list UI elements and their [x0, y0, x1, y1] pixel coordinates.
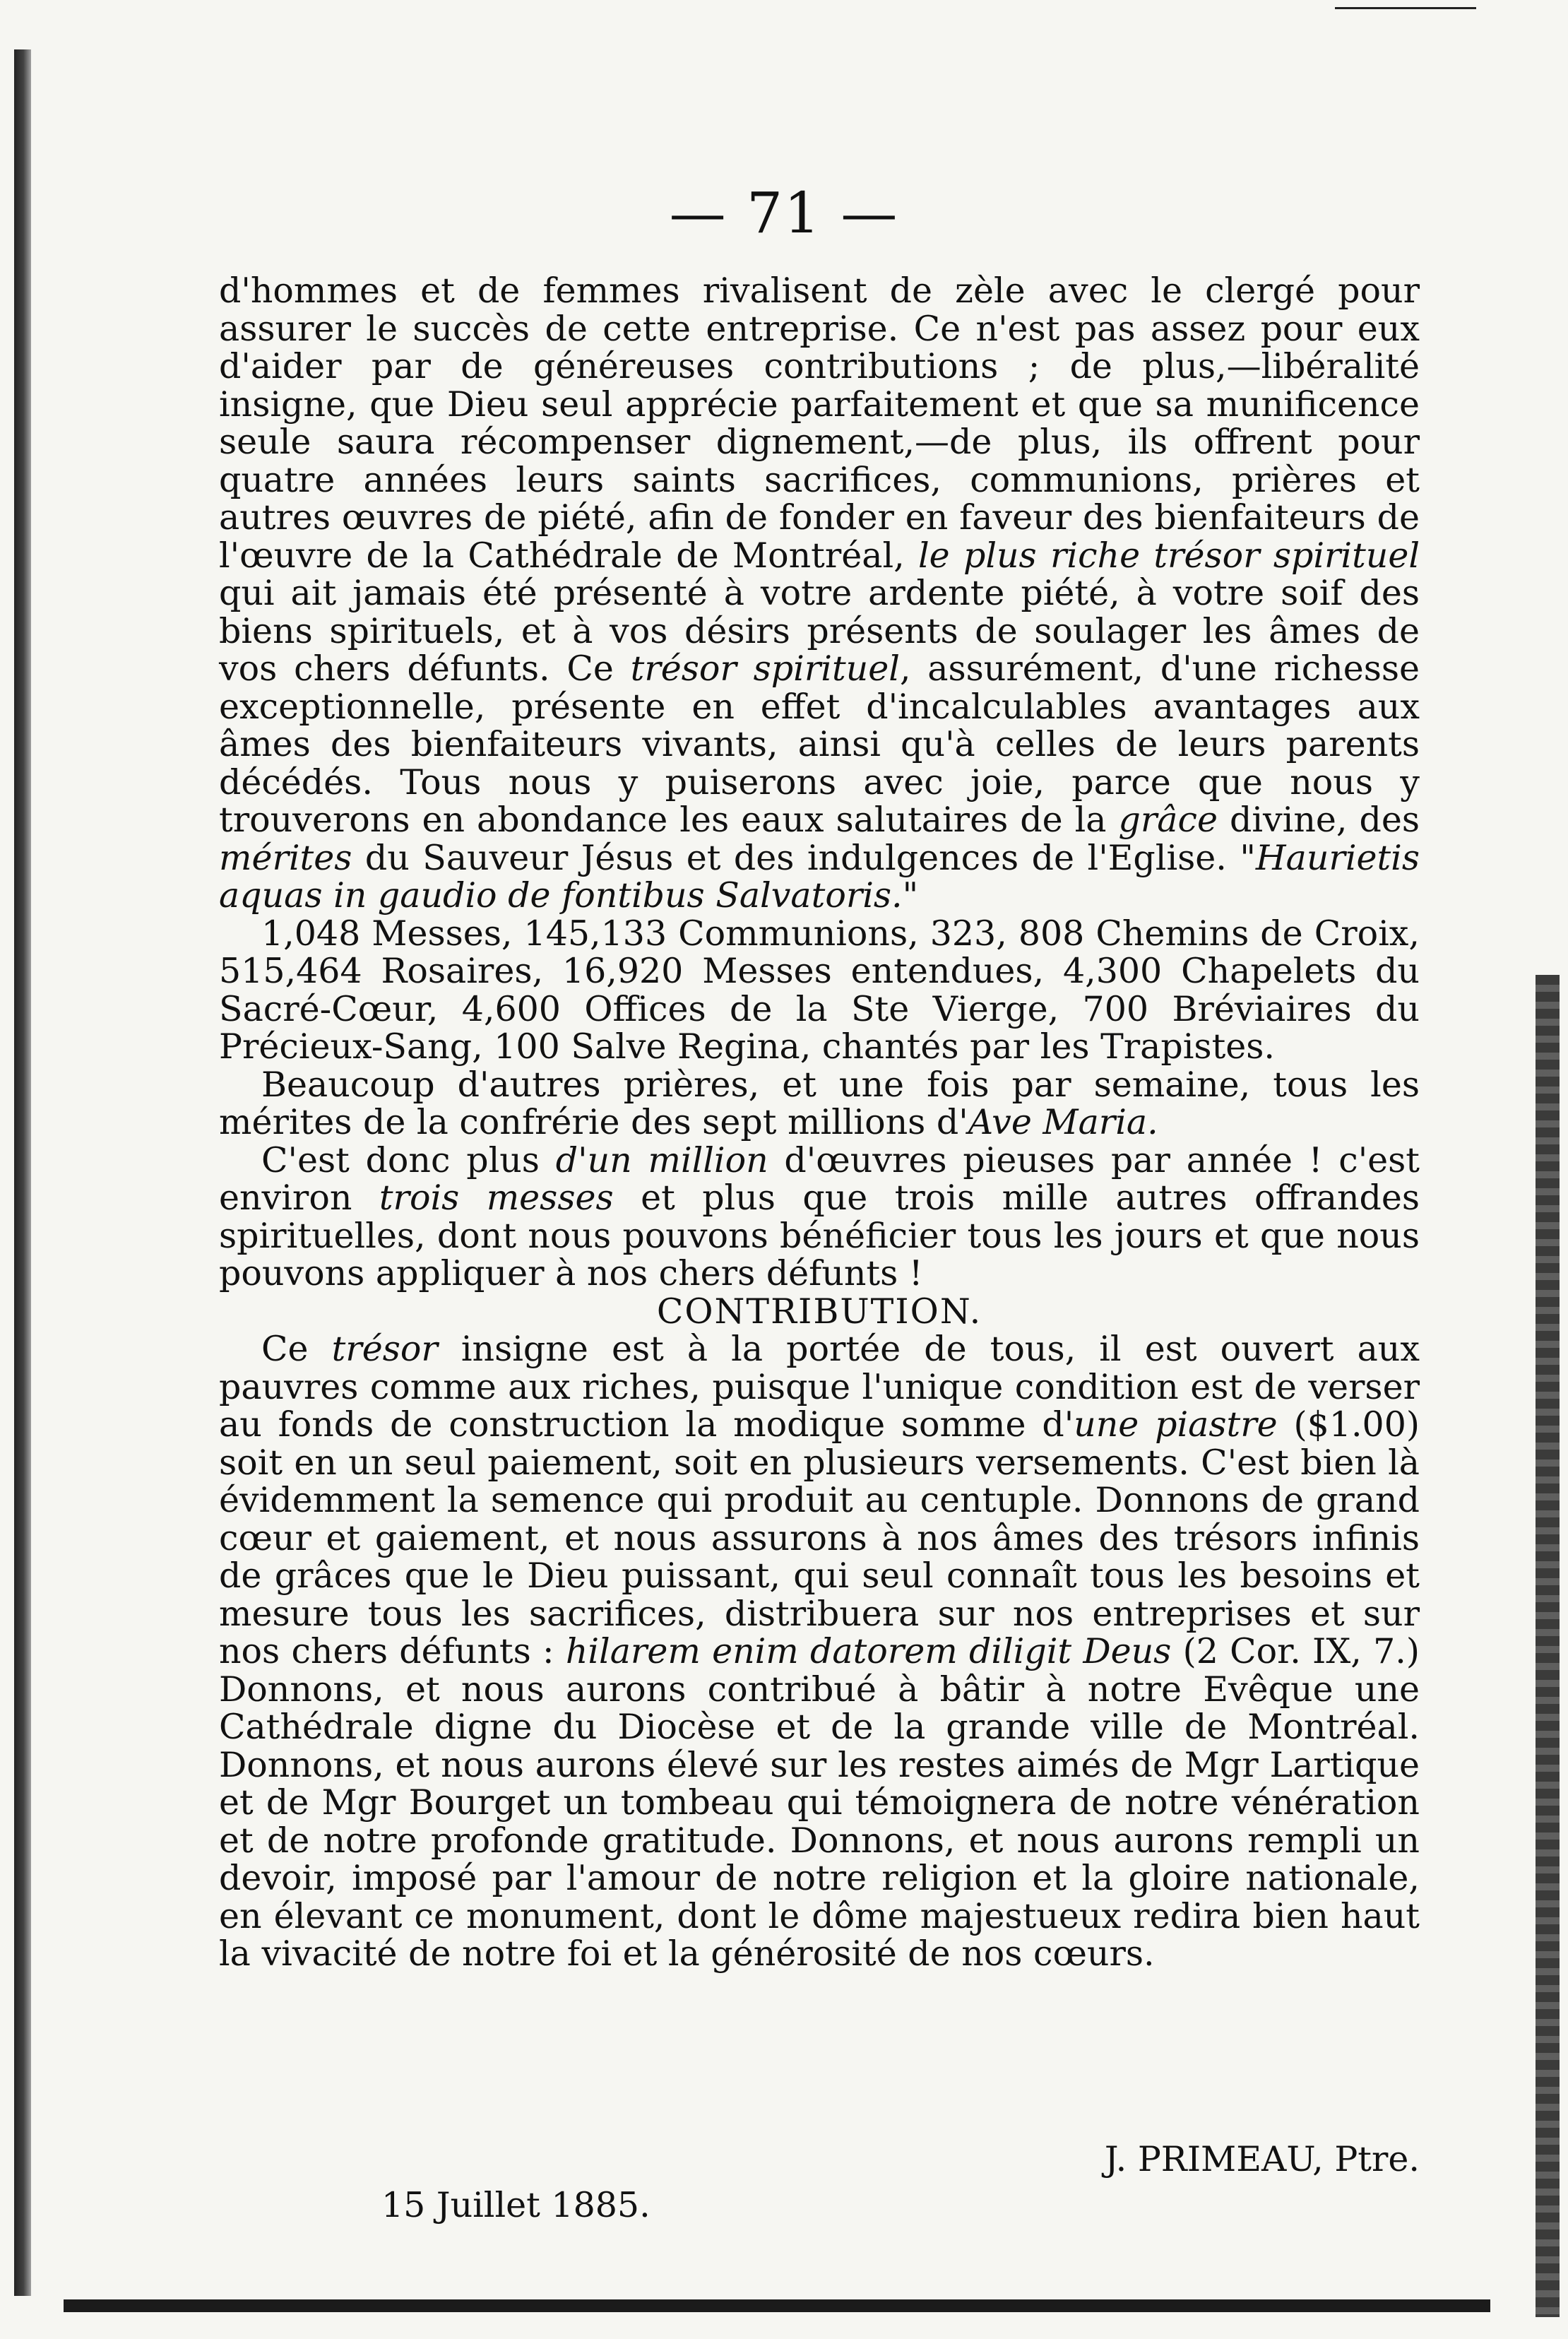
paragraph-contribution: Ce trésor insigne est à la portée de tous, il est ouvert aux pauvres comme aux riches, puisque l'unique condition est de verser au fonds de construction la modique somme d'une piastre ($1.00) soit en un seul paiement, soit en plusieurs versements. C'est bien là évidemment la semence qui produit au centuple. Donnons de grand cœur et gaiement, et nous assurons à nos âmes des trésors infinis de grâces que le Dieu puissant, qui seul connaît tous les besoins et mesure tous les sacrifices, distribuera sur nos entreprises et sur nos chers défunts : hilarem enim datorem diligit Deus (2 Cor. IX, 7.) Donnons, et nous aurons contribué à bâtir à notre Evêque une Cathédrale digne du Diocèse et de la grande ville de Montréal. Donnons, et nous aurons élevé sur les restes aimés de Mgr Lartique et de Mgr Bourget un tombeau qui témoignera de notre vénération et de notre profonde gratitude. Donnons, et nous aurons rempli un devoir, imposé par l'amour de notre religion et la gloire nationale, en élevant ce monument, dont le dôme majestueux redira bien haut la vivacité de notre foi et la générosité de nos cœurs. — [219, 1329, 1420, 1974]
paragraph-intro: d'hommes et de femmes rivalisent de zèle avec le clergé pour assurer le succès de cette entreprise. Ce n'est pas assez pour eux d'aider par de généreuses contributions ; de plus,—libéralité insigne, que Dieu seul apprécie parfaitement et que sa munificence seule saura récompenser dignement,—de plus, ils offrent pour quatre années leurs saints sacrifices, communions, prières et autres œuvres de piété, afin de fonder en faveur des bienfaiteurs de l'œuvre de la Cathédrale de Montréal, le plus riche trésor spirituel qui ait jamais été présenté à votre ardente piété, à votre soif des biens spirituels, et à vos désirs présents de soulager les âmes de vos chers défunts. Ce trésor spirituel, assurément, d'une richesse exceptionnelle, présente en effet d'incalculables avantages aux âmes des bienfaiteurs vivants, ainsi qu'à celles de leurs parents décédés. Tous nous y puiserons avec joie, parce que nous y trouverons en abondance les eaux salutaires de la grâce divine, des mérites du Sauveur Jésus et des indulgences de l'Eglise. "Haurietis aquas in gaudio de fontibus Salvatoris." — [219, 271, 1420, 916]
scan-top-mark — [1335, 7, 1476, 9]
date: 15 Juillet 1885. — [381, 2185, 651, 2225]
signature: J. PRIMEAU, Ptre. — [1104, 2139, 1420, 2179]
paragraph-million: C'est donc plus d'un million d'œuvres pieuses par année ! c'est environ trois messes et plus que trois mille autres offrandes spirituelles, dont nous pouvons bénéficier tous les jours et que nous pouvons appliquer à nos chers défunts ! — [219, 1139, 1420, 1293]
scan-edge-left — [14, 49, 31, 2296]
scan-edge-bottom — [64, 2299, 1490, 2312]
paragraph-prayers: Beaucoup d'autres prières, et une fois par semaine, tous les mérites de la confrérie des sept millions d'Ave Maria. — [219, 1064, 1420, 1142]
paragraph-counts: 1,048 Messes, 145,133 Communions, 323, 808 Chemins de Croix, 515,464 Rosaires, 16,920 Messes entendues, 4,300 Chapelets du Sacré-Cœur, 4,600 Offices de la Ste Vierge, 700 Bréviaires du Précieux-Sang, 100 Salve Regina, chantés par les Trapistes. — [219, 913, 1420, 1067]
page-number: — 71 — — [669, 180, 899, 246]
section-heading: CONTRIBUTION. — [656, 1291, 982, 1332]
body-text — [219, 272, 1420, 1973]
scan-edge-right — [1536, 975, 1560, 2317]
